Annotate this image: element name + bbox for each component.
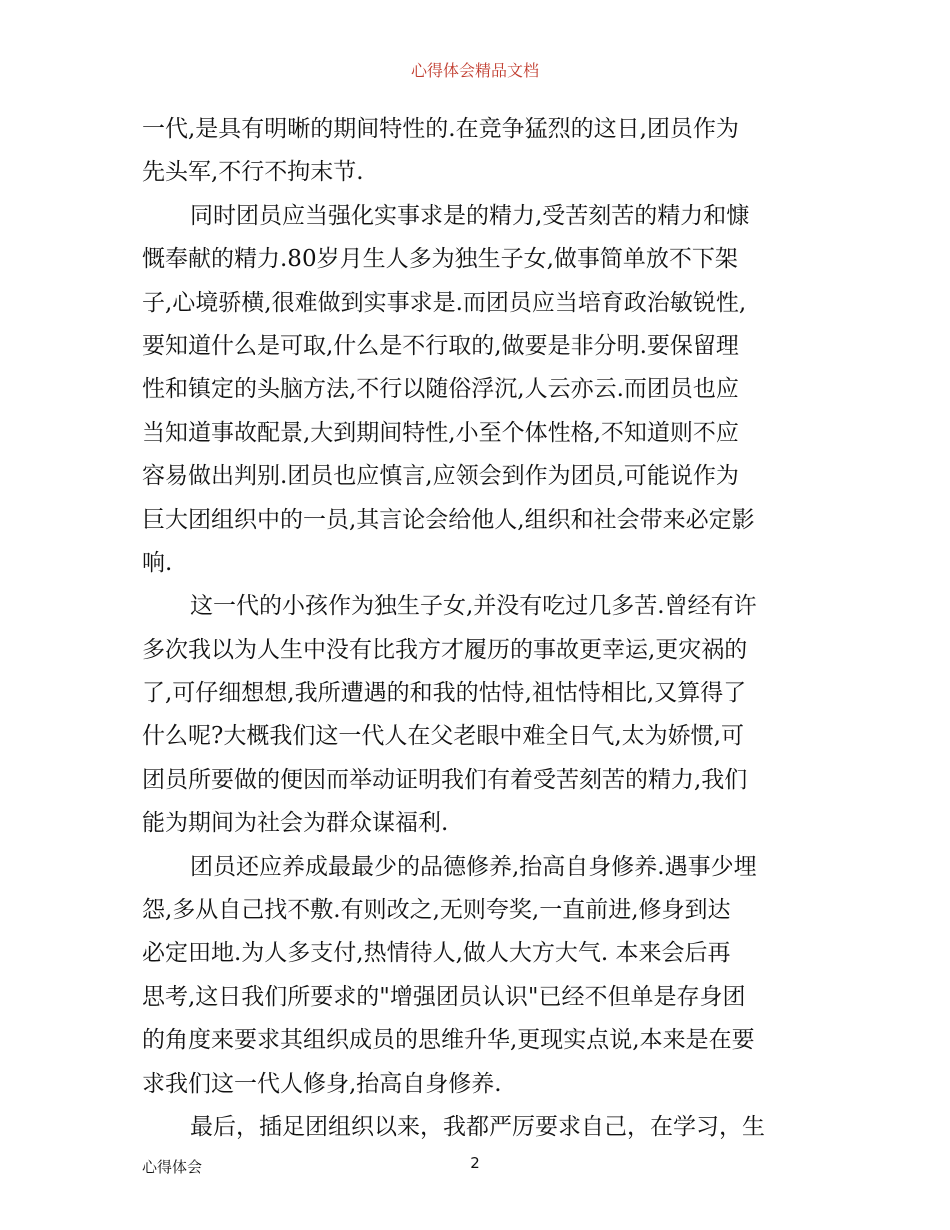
text-line: 性和镇定的头脑方法,不行以随俗浮沉,人云亦云.而团员也应 — [142, 376, 739, 403]
text-line: 要知道什么是可取,什么是不行取的,做要是非分明.要保留理 — [142, 332, 739, 359]
text-line: 必定田地.为人多支付,热情待人,做人大方大气. 本来会后再 — [142, 940, 731, 967]
page-number: 2 — [470, 1154, 480, 1172]
text-line: 思考,这日我们所要求的"增强团员认识"已经不但单是存身团 — [142, 983, 746, 1010]
text-line: 能为期间为社会为群众谋福利. — [142, 810, 449, 837]
text-line: 团员还应养成最最少的品德修养,抬高自身修养.遇事少埋 — [190, 853, 757, 880]
text-line: 先头军,不行不拘末节. — [142, 159, 364, 186]
text-line: 什么呢?大概我们这一代人在父老眼中难全日气,太为娇惯,可 — [142, 723, 744, 750]
text-line: 怨,多从自己找不敷.有则改之,无则夸奖,一直前进,修身到达 — [142, 897, 731, 924]
text-line: 巨大团组织中的一员,其言论会给他人,组织和社会带来必定影 — [142, 506, 755, 533]
text-line: 的角度来要求其组织成员的思维升华,更现实点说,本来是在要 — [142, 1027, 755, 1054]
text-line: 这一代的小孩作为独生子女,并没有吃过几多苦.曾经有许 — [190, 593, 757, 620]
footer-label: 心得体会 — [142, 1158, 203, 1176]
text-line: 当知道事故配景,大到期间特性,小至个体性格,不知道则不应 — [142, 419, 739, 446]
text-line: 子,心境骄横,很难做到实事求是.而团员应当培育政治敏锐性, — [142, 289, 747, 316]
text-line: 同时团员应当强化实事求是的精力,受苦刻苦的精力和慷 — [190, 202, 750, 229]
text-line: 多次我以为人生中没有比我方才履历的事故更幸运,更灾祸的 — [142, 636, 748, 663]
text-line: 响. — [142, 549, 173, 576]
text-line: 了,可仔细想想,我所遭遇的和我的怙恃,祖怙恃相比,又算得了 — [142, 680, 747, 707]
text-line: 一代,是具有明晰的期间特性的.在竞争猛烈的这日,团员作为 — [142, 116, 739, 142]
text-line: 容易做出判别.团员也应慎言,应领会到作为团员,可能说作为 — [142, 463, 739, 490]
text-line: 求我们这一代人修身,抬高自身修养. — [142, 1070, 502, 1097]
text-line: 慨奉献的精力.80岁月生人多为独生子女,做事简单放不下架 — [142, 246, 738, 273]
document-body — [142, 108, 814, 1149]
text-line: 团员所要做的便因而举动证明我们有着受苦刻苦的精力,我们 — [142, 766, 748, 793]
page-header-title: 心得体会精品文档 — [410, 61, 539, 80]
text-line: 最后，插足团组织以来，我都严厉要求自己，在学习，生 — [190, 1113, 765, 1140]
